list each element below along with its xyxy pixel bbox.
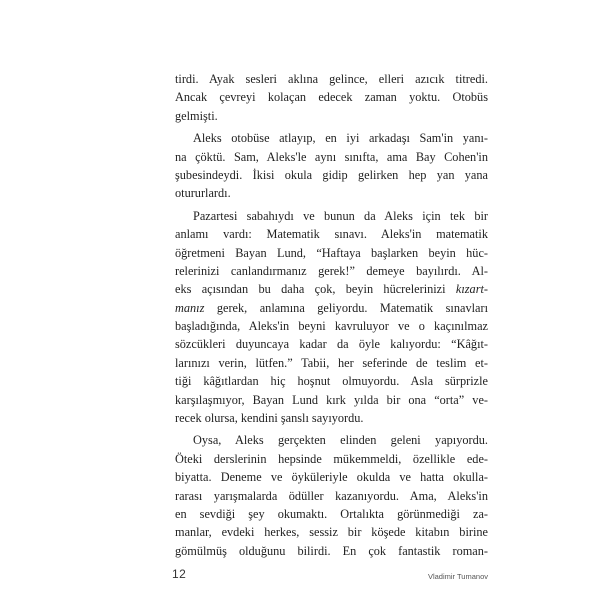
text-line: Pazartesi sabahıydı ve bunun da Aleks için tek bir (193, 208, 488, 223)
text-segment: eks açısından bu daha çok, beyin hücrelerinizi (175, 282, 446, 297)
page-number: 12 (172, 567, 187, 581)
text-line: tiği kâğıtlardan hiç hoşnut olmuyordu. Asla sürprizle (175, 374, 488, 389)
text-line: recek olursa, kendini şanslı sayıyordu. (175, 411, 364, 426)
paragraph-3 (175, 207, 488, 428)
paragraph-1 (175, 70, 488, 125)
text-line: en sevdiği şey okumaktı. Ortalıkta görünmediği za- (175, 506, 488, 521)
italic-word: kızart- (455, 282, 488, 297)
text-line: gömülmüş olduğunu bilirdi. En çok fantastik roman- (175, 543, 488, 558)
text-line: öğretmeni Bayan Lund, “Haftaya başlarken beyin hüc- (175, 245, 488, 260)
text-line: na çöktü. Sam, Aleks'le aynı sınıfta, ama Bay Cohen'in (175, 149, 488, 164)
text-line: manlar, evdeki herkes, sessiz bir köşede kitabın birine (175, 525, 488, 540)
text-line: Oysa, Aleks gerçekten elinden geleni yapıyordu. (193, 433, 488, 448)
text-line: karşılaşmıyor, Bayan Lund kırk yılda bir ona “orta” ve- (175, 392, 488, 407)
paragraph-4 (175, 431, 488, 560)
body-text (175, 70, 488, 564)
text-line: gelmişti. (175, 108, 218, 123)
text-line: relerinizi canlandırmanız gerek!” demeye bayılırdı. Al- (175, 263, 488, 278)
text-line: biyatta. Deneme ve öyküleriyle okulda ve hatta okulla- (175, 470, 488, 485)
text-segment: gerek, anlamına geliyordu. Matematik sınavları (216, 300, 488, 315)
text-line-with-italic (175, 299, 488, 317)
text-line: başladığında, Aleks'in beyni kavruluyor ve o kaçınılmaz (175, 319, 488, 334)
text-line: otururlardı. (175, 186, 231, 201)
text-line-with-italic (175, 280, 488, 298)
italic-word: manız (175, 300, 205, 315)
running-author: Vladimir Tumanov (427, 572, 488, 581)
text-line: sözcükleri duyuncaya kadar da öyle kalıyordu: “Kâğıt- (175, 337, 488, 352)
text-line: tirdi. Ayak sesleri aklına gelince, elleri azıcık titredi. (175, 72, 488, 86)
text-line: Öteki derslerinin hepsinde mükemmeldi, özellikle ede- (175, 451, 488, 466)
text-line: anlamı vardı: Matematik sınavı. Aleks'in matematik (175, 227, 488, 242)
text-line: şubesindeydi. İkisi okula gidip gelirken hep yan yana (175, 167, 488, 182)
text-line: larınızı verin, lütfen.” Tabii, her seferinde de teslim et- (175, 355, 488, 370)
text-line: Ancak çevreyi kolaçan edecek zaman yoktu. Otobüs (175, 90, 488, 105)
text-line: Aleks otobüse atlayıp, en iyi arkadaşı Sam'in yanı- (193, 131, 488, 146)
text-line: rarası yarışmalarda ödüller kazanıyordu. Ama, Aleks'in (175, 488, 488, 503)
paragraph-2 (175, 129, 488, 203)
